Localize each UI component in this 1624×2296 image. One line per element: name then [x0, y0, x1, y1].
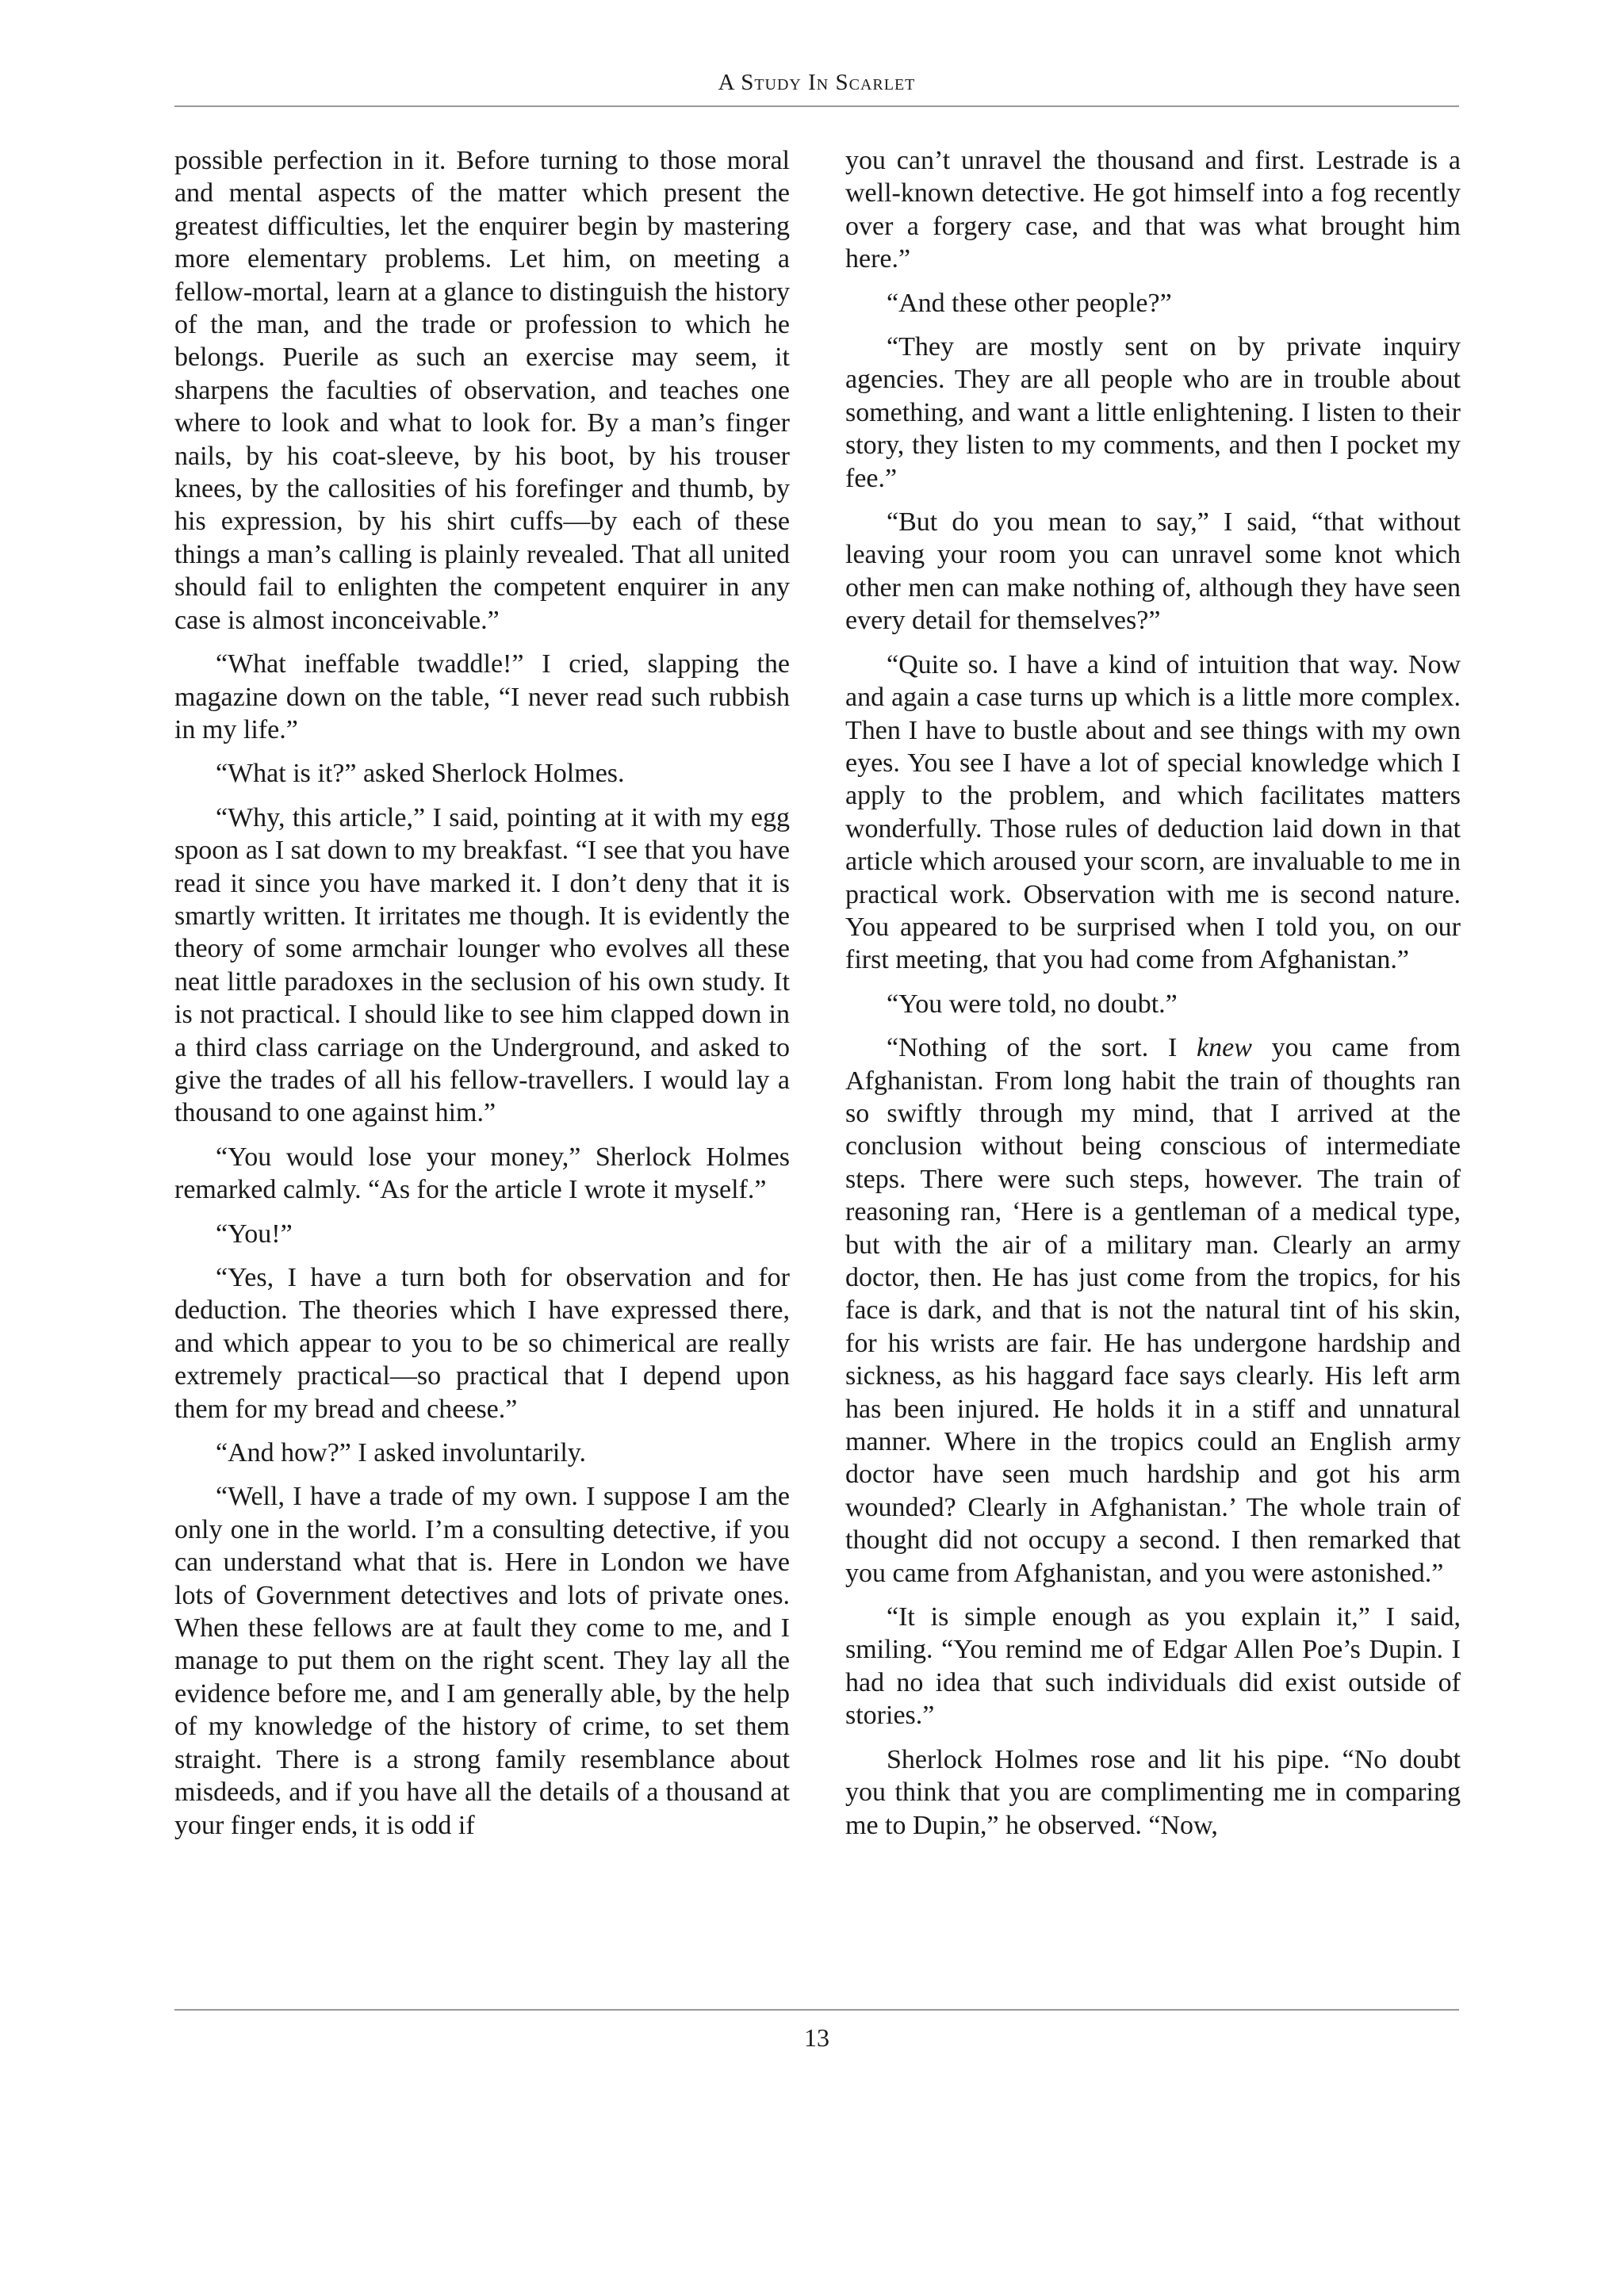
paragraph: “And these other people?” — [887, 288, 1172, 318]
paragraph: “You would lose your money,” Sherlock Holmes remarked calmly. “As for the article I wrote it myself.” — [174, 1142, 790, 1205]
left-column — [174, 144, 790, 1853]
paragraph: “What is it?” asked Sherlock Holmes. — [216, 759, 625, 789]
paragraph: “But do you mean to say,” I said, “that without leaving your room you can unravel some knot which other men can make nothing of, although they have seen every detail for themselves?” — [845, 507, 1461, 636]
paragraph-text: “Nothing of the sort. I — [887, 1033, 1197, 1063]
paragraph — [845, 1031, 1461, 1590]
footer-rule — [174, 2009, 1459, 2011]
paragraph: “You!” — [216, 1219, 293, 1249]
paragraph: you can’t unravel the thousand and first. Lestrade is a well-known detective. He got himself into a fog recently over a forgery case, and that was what brought him here.” — [845, 146, 1461, 274]
paragraph-text: you came from Afghanistan. From long habit the train of thoughts ran so swiftly through my mind, that I arrived at the conclusion without being conscious of intermediate steps. There were such steps, however. The train of reasoning ran, ‘Here is a gentleman of a medical type, but with the air of a military man. Clearly an army doctor, then. He has just come from the tropics, for his face is dark, and that is not the natural tint of his skin, for his wrists are fair. He has undergone hardship and sickness, as his haggard face says clearly. His left arm has been injured. He holds it in a stiff and unnatural manner. Where in the tropics could an English army doctor have seen much hardship and got his arm wounded? Clearly in Afghanistan.’ The whole train of thought did not occupy a second. I then remarked that you came from Afghanistan, and you were astonished.” — [845, 1033, 1461, 1588]
paragraph: “Yes, I have a turn both for observation and for deduction. The theories which I have expressed there, and which appear to you to be so chimerical are really extremely practical—so practical that I depend upon them for my bread and cheese.” — [174, 1263, 790, 1424]
running-head: A Study In Scarlet — [718, 70, 916, 95]
paragraph: Sherlock Holmes rose and lit his pipe. “No doubt you think that you are complimenting me in comparing me to Dupin,” he observed. “Now, — [845, 1744, 1461, 1840]
paragraph: “You were told, no doubt.” — [887, 989, 1178, 1019]
header-rule — [174, 105, 1459, 107]
paragraph: “Well, I have a trade of my own. I suppose I am the only one in the world. I’m a consulting detective, if you can understand what that is. Here in London we have lots of Government detectives and lots of private ones. When these fellows are at fault they come to me, and I manage to put them on the right scent. They lay all the evidence before me, and I am generally able, by the help of my knowledge of the history of crime, to set them straight. There is a strong family resemblance about misdeeds, and if you have all the details of a thousand at your finger ends, it is odd if — [174, 1482, 790, 1840]
paragraph: “Why, this article,” I said, pointing at it with my egg spoon as I sat down to my breakfast. “I see that you have read it since you have marked it. I don’t deny that it is smartly written. It irritates me though. It is evidently the theory of some armchair lounger who evolves all these neat little paradoxes in the seclusion of his own study. It is not practical. I should like to see him clapped down in a third class carriage on the Underground, and asked to give the trades of all his fellow-travellers. I would lay a thousand to one against him.” — [174, 802, 790, 1128]
paragraph: “They are mostly sent on by private inquiry agencies. They are all people who are in trouble about something, and want a little enlightening. I listen to their story, they listen to my comments, and then I pocket my fee.” — [845, 332, 1461, 493]
emphasis-knew: knew — [1197, 1033, 1252, 1063]
paragraph: “And how?” I asked involuntarily. — [216, 1438, 587, 1468]
right-column — [845, 144, 1461, 1853]
paragraph: “What ineffable twaddle!” I cried, slapping the magazine down on the table, “I never read such rubbish in my life.” — [174, 649, 790, 744]
paragraph: “It is simple enough as you explain it,” I said, smiling. “You remind me of Edgar Allen Poe’s Dupin. I had no idea that such individuals did exist outside of stories.” — [845, 1602, 1461, 1731]
paragraph: “Quite so. I have a kind of intuition that way. Now and again a case turns up which is a little more complex. Then I have to bustle about and see things with my own eyes. You see I have a lot of special knowledge which I apply to the problem, and which facilitates matters wonderfully. Those rules of deduction laid down in that article which aroused your scorn, are invaluable to me in practical work. Observation with me is second nature. You appeared to be surprised when I told you, on our first meeting, that you had come from Afghanistan.” — [845, 649, 1461, 975]
page-number: 13 — [804, 2023, 829, 2052]
paragraph: possible perfection in it. Before turning to those moral and mental aspects of the matter which present the greatest difficulties, let the enquirer begin by mastering more elementary problems. Let him, on meeting a fellow-mortal, learn at a glance to distinguish the history of the man, and the trade or profession to which he belongs. Puerile as such an exercise may seem, it sharpens the faculties of observation, and teaches one where to look and what to look for. By a man’s finger nails, by his coat-sleeve, by his boot, by his trouser knees, by the callosities of his forefinger and thumb, by his expression, by his shirt cuffs—by each of these things a man’s calling is plainly revealed. That all united should fail to enlighten the competent enquirer in any case is almost inconceivable.” — [174, 146, 790, 635]
